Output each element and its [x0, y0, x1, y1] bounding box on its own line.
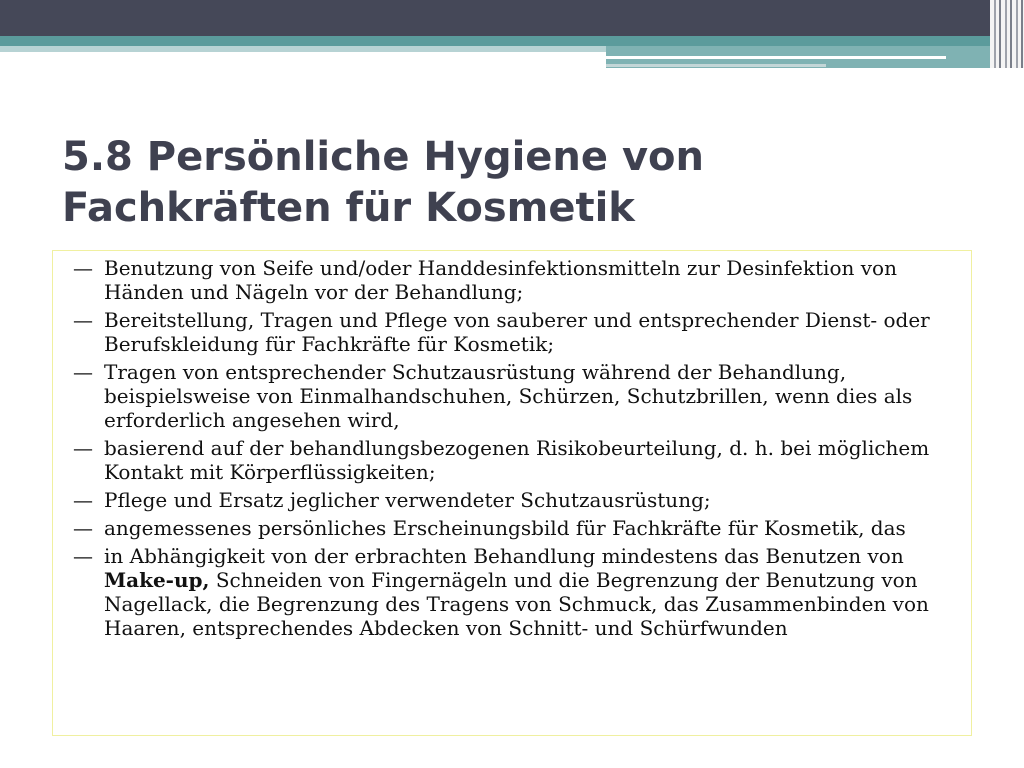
header-accent-line-lower [606, 64, 826, 67]
bullet-dash: — [73, 308, 93, 332]
bullet-text-before: in Abhängigkeit von der erbrachten Behandlung mindestens das Benutzen von [104, 544, 904, 568]
slide-title-line1: 5.8 Persönliche Hygiene von [62, 134, 704, 180]
bullet-text: Tragen von entsprechender Schutzausrüstung während der Behandlung, beispielsweise von Einmalhandschuhen, Schürzen, Schutzbrillen, wenn dies als erforderlich angesehen wird, [104, 360, 913, 432]
header-dark-band [0, 0, 1024, 36]
content-box [52, 250, 972, 736]
header-stripes-decoration [990, 0, 1024, 68]
bullet-list [73, 256, 963, 644]
bullet-item-schutzausruestung [73, 360, 963, 432]
header-accent-line [606, 56, 946, 59]
slide-title [62, 132, 962, 234]
bullet-dash: — [73, 256, 93, 280]
bullet-item-risikobeurteilung [73, 436, 963, 484]
bullet-item-behandlung [73, 544, 963, 640]
bullet-item-handdesinfektion [73, 256, 963, 304]
bullet-item-erscheinungsbild [73, 516, 963, 540]
bullet-text: Benutzung von Seife und/oder Handdesinfektionsmitteln zur Desinfektion von Händen und Nägeln vor der Behandlung; [104, 256, 897, 304]
bullet-dash: — [73, 516, 93, 540]
bullet-dash: — [73, 360, 93, 384]
bullet-dash: — [73, 544, 93, 568]
bullet-text: basierend auf der behandlungsbezogenen Risikobeurteilung, d. h. bei möglichem Kontakt mit Körperflüssigkeiten; [104, 436, 930, 484]
bullet-text-after: Schneiden von Fingernägeln und die Begrenzung der Benutzung von Nagellack, die Begrenzung des Tragens von Schmuck, das Zusammenbinden von Haaren, entsprechendes Abdecken von Schnitt- und Schürfwunden [104, 568, 929, 640]
header-teal-band [0, 36, 990, 46]
bullet-item-pflege-ersatz [73, 488, 963, 512]
bullet-emphasis-makeup: Make-up, [104, 568, 210, 592]
bullet-dash: — [73, 488, 93, 512]
bullet-text: Bereitstellung, Tragen und Pflege von sauberer und entsprechender Dienst- oder Berufskleidung für Fachkräfte für Kosmetik; [104, 308, 930, 356]
bullet-text: angemessenes persönliches Erscheinungsbild für Fachkräfte für Kosmetik, das [104, 516, 906, 540]
bullet-item-berufskleidung [73, 308, 963, 356]
bullet-dash: — [73, 436, 93, 460]
bullet-text: Pflege und Ersatz jeglicher verwendeter Schutzausrüstung; [104, 488, 711, 512]
slide-title-line2: Fachkräften für Kosmetik [62, 185, 635, 231]
header-light-band [0, 46, 606, 52]
